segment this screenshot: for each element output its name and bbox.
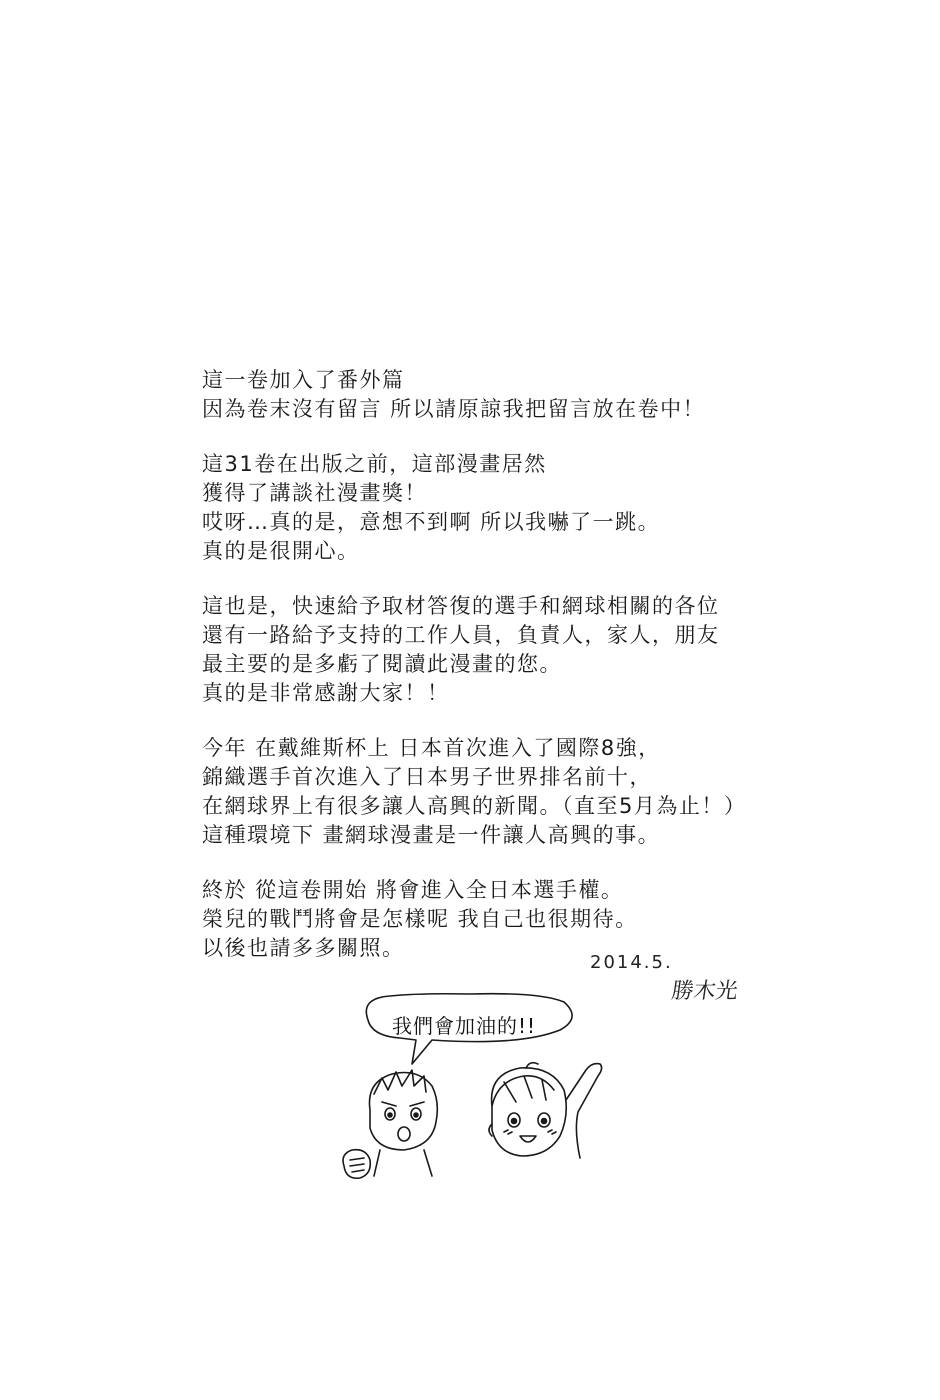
afterword-text	[202, 366, 842, 989]
date-stamp: 2014.5.	[590, 952, 673, 973]
paragraph-1	[202, 366, 842, 424]
text-line: 真的是非常感謝大家！！	[202, 681, 450, 705]
speech-bubble-text: 我們會加油的!!	[392, 1014, 537, 1038]
text-line: 在網球界上有很多讓人高興的新聞。（直至5月為止！）	[202, 794, 747, 818]
paragraph-4	[202, 734, 842, 850]
paragraph-5	[202, 876, 842, 963]
text-line: 終於 從這卷開始 將會進入全日本選手權。	[202, 878, 624, 902]
text-line: 還有一路給予支持的工作人員，負責人，家人，朋友	[202, 623, 720, 647]
text-line: 獲得了講談社漫畫獎！	[202, 481, 427, 505]
text-line: 榮兒的戰鬥將會是怎樣呢 我自己也很期待。	[202, 907, 638, 931]
text-line: 這31卷在出版之前，這部漫畫居然	[202, 452, 547, 476]
text-line: 今年 在戴維斯杯上 日本首次進入了國際8強，	[202, 736, 661, 760]
text-line: 錦織選手首次進入了日本男子世界排名前十，	[202, 765, 652, 789]
text-line: 這也是，快速給予取材答復的選手和網球相關的各位	[202, 594, 720, 618]
author-signature: 勝木光	[669, 979, 740, 1004]
right-character-head	[492, 1068, 567, 1156]
left-character-fist	[343, 1150, 370, 1179]
text-line: 因為卷末沒有留言 所以請原諒我把留言放在卷中！	[202, 397, 706, 421]
text-line: 這一卷加入了番外篇	[202, 368, 405, 392]
text-line: 這種環境下 畫網球漫畫是一件讓人高興的事。	[202, 823, 661, 847]
paragraph-3	[202, 592, 842, 708]
text-line: 最主要的是多虧了閱讀此漫畫的您。	[202, 652, 562, 676]
text-line: 哎呀…真的是，意想不到啊 所以我嚇了一跳。	[202, 510, 661, 534]
right-character-arm	[566, 1064, 602, 1158]
text-line: 真的是很開心。	[202, 539, 360, 563]
paragraph-2	[202, 450, 842, 566]
text-line: 以後也請多多關照。	[202, 936, 405, 960]
